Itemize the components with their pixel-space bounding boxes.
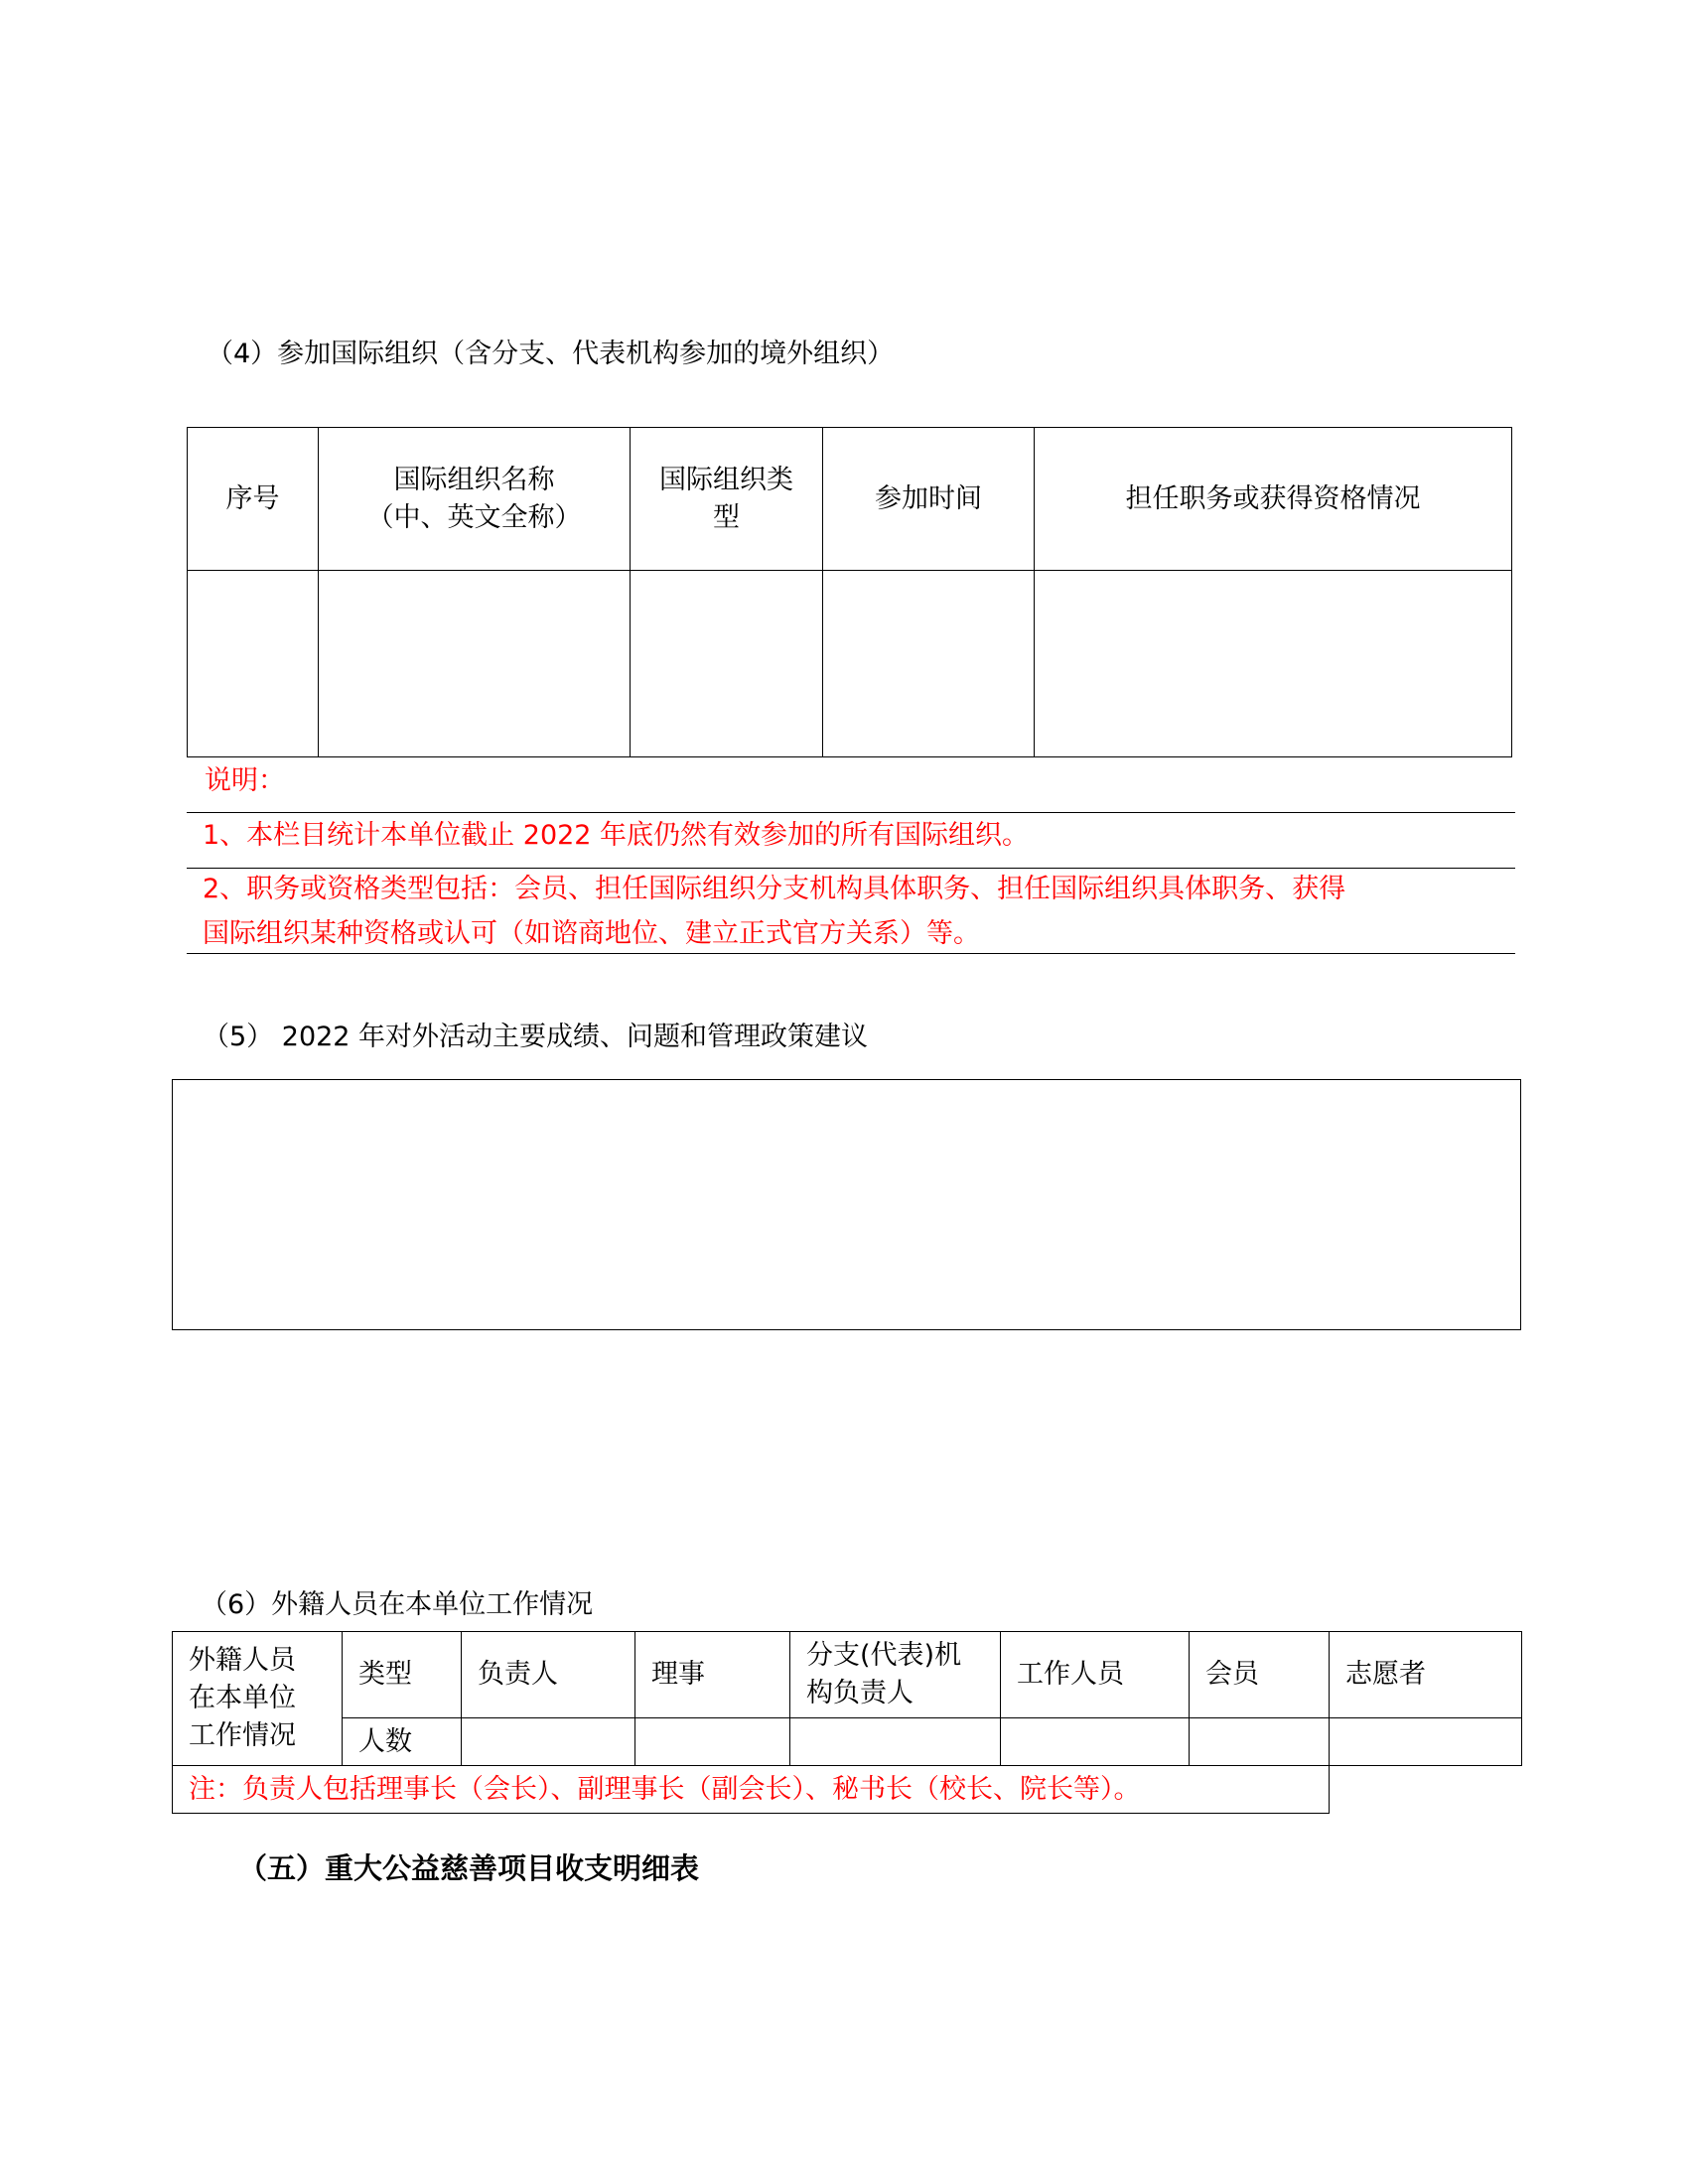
header-org-name-line2: （中、英文全称） <box>366 501 582 533</box>
section-five-title: （五）重大公益慈善项目收支明细表 <box>238 1851 700 1885</box>
row-label-line3: 工作情况 <box>189 1720 296 1751</box>
notes-heading: 说明： <box>205 765 285 796</box>
section5-title: （5） 2022 年对外活动主要成绩、问题和管理政策建议 <box>203 1022 869 1052</box>
cell-org-type[interactable] <box>631 571 823 757</box>
col-member: 会员 <box>1190 1632 1330 1718</box>
note-divider-2 <box>187 868 1515 869</box>
note-2-line1: 2、职务或资格类型包括：会员、担任国际组织分支机构具体职务、担任国际组织具体职务、获得 <box>203 874 1346 904</box>
count-row <box>173 1718 1522 1766</box>
row-label-line1: 外籍人员 <box>189 1645 296 1676</box>
header-org-type-line1: 国际组织类 <box>659 464 793 495</box>
count-volunteer[interactable] <box>1330 1718 1522 1766</box>
achievements-textbox[interactable] <box>172 1079 1521 1330</box>
row-label-line2: 在本单位 <box>189 1683 296 1713</box>
international-org-table <box>187 427 1512 757</box>
col-staff: 工作人员 <box>1001 1632 1190 1718</box>
header-seq: 序号 <box>188 428 319 571</box>
cell-seq[interactable] <box>188 571 319 757</box>
section4-title: （4）参加国际组织（含分支、代表机构参加的境外组织） <box>207 339 895 369</box>
section6-note: 注：负责人包括理事长（会长）、副理事长（副会长）、秘书长（校长、院长等）。 <box>173 1766 1330 1814</box>
row-label <box>173 1632 343 1766</box>
foreign-staff-table <box>172 1631 1522 1814</box>
cell-join-time[interactable] <box>823 571 1035 757</box>
header-position: 担任职务或获得资格情况 <box>1035 428 1512 571</box>
count-leader[interactable] <box>462 1718 635 1766</box>
note-2-line2: 国际组织某种资格或认可（如谘商地位、建立正式官方关系）等。 <box>203 918 980 949</box>
type-row <box>173 1632 1522 1718</box>
col-volunteer: 志愿者 <box>1330 1632 1522 1718</box>
header-org-name <box>319 428 631 571</box>
col-branch-leader-line2: 构负责人 <box>806 1678 914 1708</box>
count-director[interactable] <box>635 1718 790 1766</box>
cell-position[interactable] <box>1035 571 1512 757</box>
note-divider-1 <box>187 812 1515 813</box>
header-join-time: 参加时间 <box>823 428 1035 571</box>
note-1: 1、本栏目统计本单位截止 2022 年底仍然有效参加的所有国际组织。 <box>203 820 1030 851</box>
note-row <box>173 1766 1522 1814</box>
col-branch-leader <box>790 1632 1001 1718</box>
col-type-label: 类型 <box>343 1632 462 1718</box>
header-org-type <box>631 428 823 571</box>
col-director: 理事 <box>635 1632 790 1718</box>
header-org-name-line1: 国际组织名称 <box>393 464 555 495</box>
table-header-row <box>188 428 1512 571</box>
count-member[interactable] <box>1190 1718 1330 1766</box>
header-org-type-line2: 型 <box>713 501 740 533</box>
section6-title: （6）外籍人员在本单位工作情况 <box>201 1589 594 1620</box>
note-divider-3 <box>187 953 1515 954</box>
cell-org-name[interactable] <box>319 571 631 757</box>
count-staff[interactable] <box>1001 1718 1190 1766</box>
col-branch-leader-line1: 分支(代表)机 <box>806 1640 962 1671</box>
col-count-label: 人数 <box>343 1718 462 1766</box>
col-leader: 负责人 <box>462 1632 635 1718</box>
table-row <box>188 571 1512 757</box>
count-branch-leader[interactable] <box>790 1718 1001 1766</box>
